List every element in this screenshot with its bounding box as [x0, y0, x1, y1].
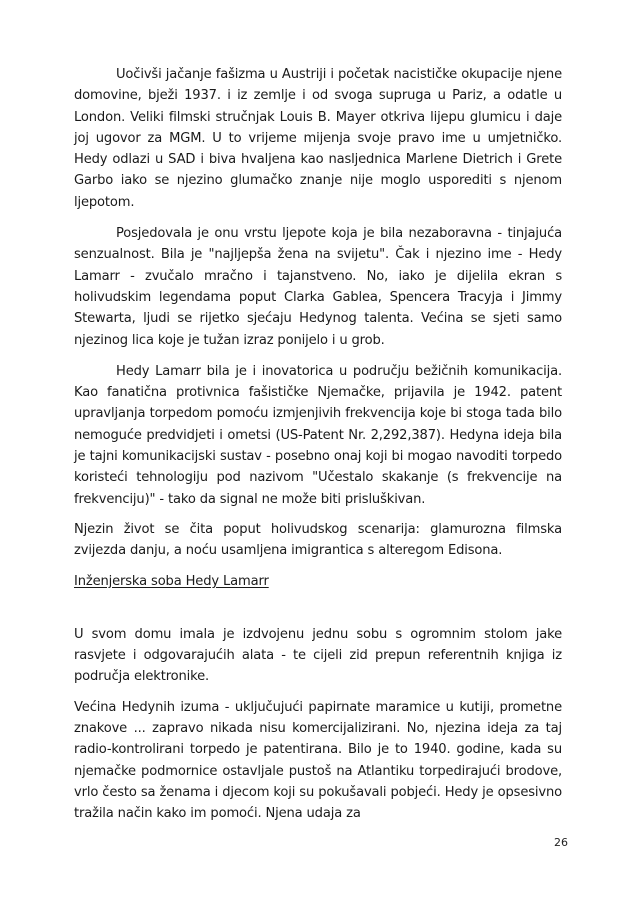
paragraph-workroom: U svom domu imala je izdvojenu jednu sobu s ogromnim stolom jake rasvjete i odgovarajućih alata - te cijeli zid prepun referentnih knjiga iz područja elektronike. — [74, 626, 562, 685]
page-number: 26 — [554, 836, 568, 849]
paragraph-escape-to-hollywood: Uočivši jačanje fašizma u Austriji i početak nacističke okupacije njene domovine, bježi 1937. i iz zemlje i od svoga supruga u Pariz, a odatle u London. Veliki filmski stručnjak Louis B. Mayer otkriva lijepu glumicu i daje joj ugovor za MGM. U to vrijeme mijenja svoje pravo ime u umjetničko. Hedy odlazi u SAD i biva hvaljena kao nasljednica Marlene Dietrich i Grete Garbo iako se njezino glumačko znanje nije moglo usporediti s njenom ljepotom. — [74, 67, 562, 210]
document-page — [74, 64, 562, 825]
paragraph-inventor: Hedy Lamarr bila je i inovatorica u području bežičnih komunikacija. Kao fanatična protivnica fašističke Njemačke, prijavila je 1942. patent upravljanja torpedom pomoću izmjenjivih frekvencija koje bi stoga tada bilo nemoguće predvidjeti i ometsi (US-Patent Nr. 2,292,387). Hedyna ideja bila je tajni komunikacijski sustav - posebno onaj koji bi mogao navoditi torpedo koristeći tehnologiju pod nazivom "Učestalo skakanje (s frekvencije na frekvenciju)" - tako da signal ne može biti prisluškivan. — [74, 363, 562, 507]
paragraph-beauty: Posjedovala je onu vrstu ljepote koja je bila nezaboravna - tinjajuća senzualnost. Bila je "najljepša žena na svijetu". Čak i njezino ime - Hedy Lamarr - zvučalo mračno i tajanstveno. No, iako je dijelila ekran s holivudskim legendama poput Clarka Gablea, Spencera Tracyja i Jimmy Stewarta, ljudi se rijetko sjećaju Hedynog talenta. Većina se sjeti samo njezinog lica koje je tužan izraz ponijelo i u grob. — [74, 226, 562, 348]
paragraph-inventions: Većina Hedynih izuma - uključujući papirnate maramice u kutiji, prometne znakove ... zapravo nikada nisu komercijalizirani. No, njezina ideja za taj radio-kontrolirani torpedo je patentirana. Bilo je to 1940. godine, kada su njemačke podmornice ostavljale pustoš na Atlantiku torpedirajući brodove, vrlo često sa ženama i djecom koji su pokušavali pobjeći. Hedy je opsesivno tražila način kako im pomoći. Njena udaja za — [74, 699, 562, 822]
paragraph-life-script: Njezin život se čita poput holivudskog scenarija: glamurozna filmska zvijezda danju, a noću usamljena imigrantica s alteregom Edisona. — [74, 521, 562, 559]
section-heading: Inženjerska soba Hedy Lamarr — [74, 573, 269, 589]
